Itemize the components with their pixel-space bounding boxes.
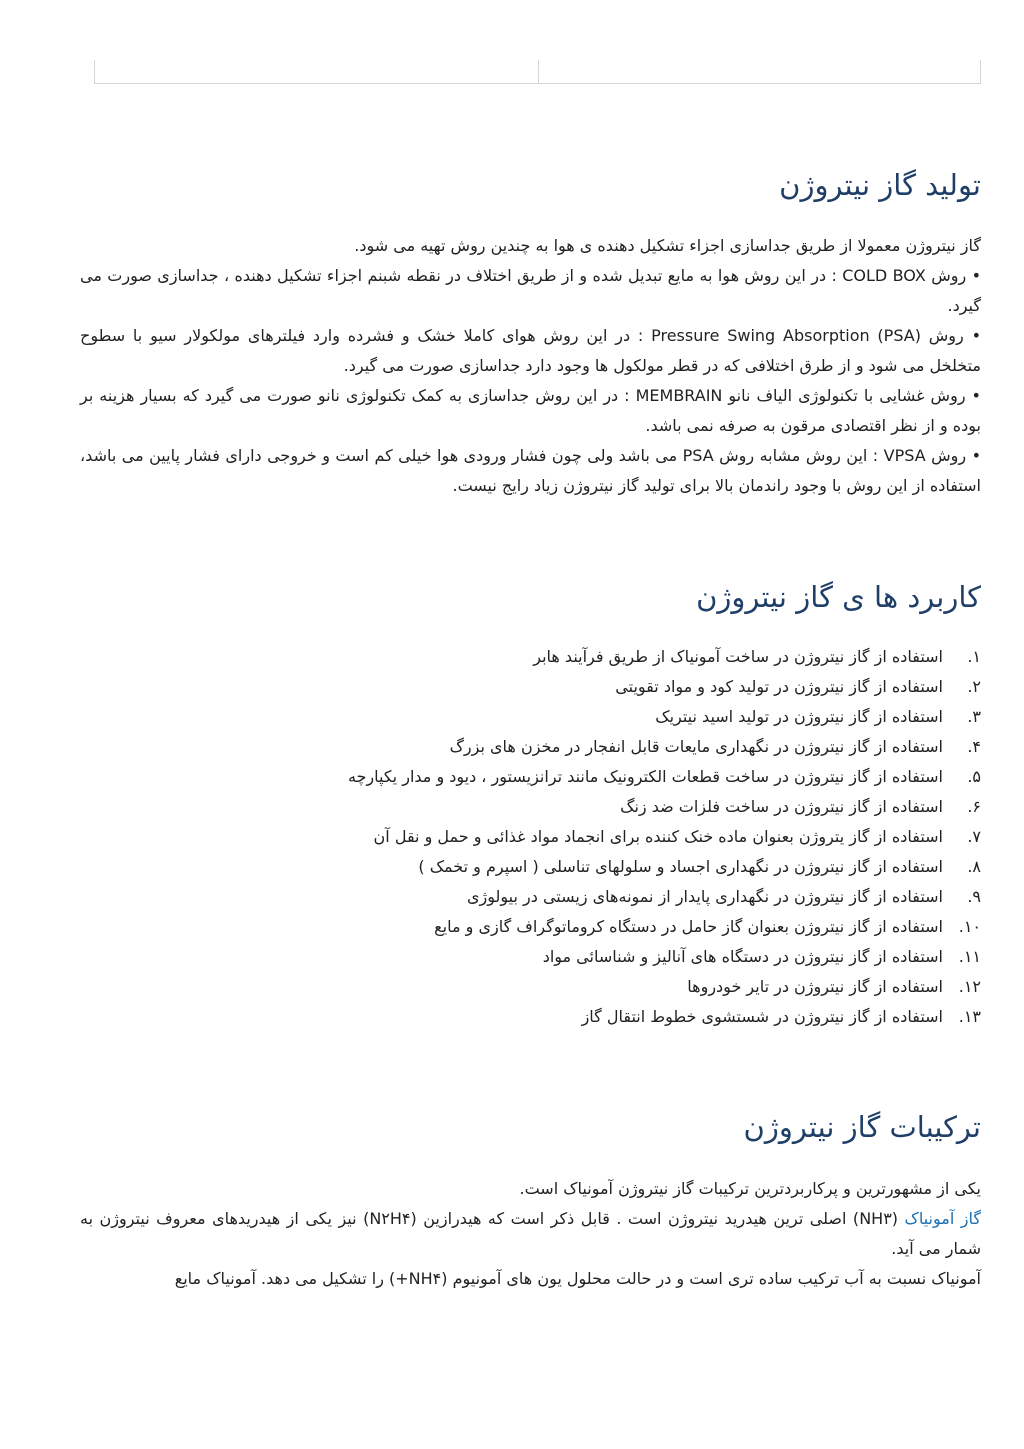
list-item-number: ۱۳. xyxy=(958,1007,981,1026)
list-item-text: استفاده از گاز نیتروژن در نگهداری مایعات قابل انفجار در مخزن های بزرگ xyxy=(449,737,943,756)
list-item-text: استفاده از گاز نیتروژن در شستشوی خطوط انتقال گاز xyxy=(581,1007,943,1026)
list-item-text: استفاده از گاز نیتروژن بعنوان گاز حامل در دستگاه کروماتوگراف گازی و مایع xyxy=(434,917,943,936)
list-item-number: ۴. xyxy=(967,737,981,756)
production-section xyxy=(80,231,981,501)
list-item-number: ۶. xyxy=(967,797,981,816)
heading-compounds: ترکیبات گاز نیتروژن xyxy=(743,1110,981,1144)
list-item-text: استفاده از گاز نیتروژن در ساخت قطعات الکترونیک مانند ترانزیستور ، دیود و مدار یکپارچه xyxy=(347,767,943,786)
list-item xyxy=(348,882,981,912)
ammonia-link[interactable]: گاز آمونیاک xyxy=(904,1209,982,1228)
list-item xyxy=(348,732,981,762)
list-item-text: استفاده از گاز نیتروژن در دستگاه های آنالیز و شناسائی مواد xyxy=(542,947,943,966)
list-item xyxy=(348,1002,981,1032)
list-item xyxy=(348,822,981,852)
table-column-divider xyxy=(538,60,539,84)
list-item-number: ۳. xyxy=(967,707,981,726)
list-item-number: ۵. xyxy=(967,767,981,786)
method-psa: • روش Pressure Swing Absorption (PSA) : در این روش هوای کاملا خشک و فشرده وارد فیلترهای مولکولار سیو با سطوح متخلخل می شود و از طرق اختلافی که در قطر مولکول ها وجود دارد جداسازی صورت می گیرد. xyxy=(80,326,982,375)
list-item xyxy=(348,672,981,702)
compounds-section xyxy=(80,1174,981,1294)
list-item-text: استفاده از گاز نیتروژن در ساخت فلزات ضد زنگ xyxy=(620,797,943,816)
list-item xyxy=(348,792,981,822)
list-item xyxy=(348,972,981,1002)
list-item-number: ۱. xyxy=(967,647,981,666)
list-item-text: استفاده از گاز نیتروژن در تولید کود و مواد تقویتی xyxy=(615,677,943,696)
compounds-intro: یکی از مشهورترین و پرکاربردترین ترکیبات گاز نیتروژن آمونیاک است. xyxy=(519,1179,981,1198)
compounds-ammonia-paragraph xyxy=(80,1204,981,1264)
list-item-number: ۱۰. xyxy=(958,917,981,936)
applications-list xyxy=(348,642,981,1032)
list-item xyxy=(348,642,981,672)
list-item-text: استفاده از گاز نیتروژن در تایر خودروها xyxy=(687,977,943,996)
list-item-number: ۲. xyxy=(967,677,981,696)
list-item-text: استفاده از گاز نیتروژن در تولید اسید نیتریک xyxy=(655,707,943,726)
method-vpsa: • روش VPSA : این روش مشابه روش PSA می باشد ولی چون فشار ورودی هوا خیلی کم است و خروجی دارای فشار پایین می باشد، استفاده از این روش با وجود راندمان بالا برای تولید گاز نیتروژن زیاد رایج نیست. xyxy=(80,446,982,495)
list-item xyxy=(348,762,981,792)
list-item-text: استفاده از گاز نیتروژن در نگهداری اجساد و سلولهای تناسلی ( اسپرم و تخمک ) xyxy=(418,857,943,876)
heading-production: تولید گاز نیتروژن xyxy=(779,168,981,202)
ammonia-paragraph-text: (NH۳) اصلی ترین هیدرید نیتروژن است . قابل ذکر است که هیدرازین (N۲H۴) نیز یکی از هیدریدهای معروف نیتروژن به شمار می آید. xyxy=(80,1209,981,1258)
list-item xyxy=(348,702,981,732)
method-membrane: • روش غشایی با تکنولوژی الیاف نانو MEMBRAIN : در این روش جداسازی به کمک تکنولوژی نانو صورت می گیرد که بسیار هزینه بر بوده و از نظر اقتصادی مرقون به صرفه نمی باشد. xyxy=(80,386,981,435)
table-remnant xyxy=(94,60,981,84)
list-item-number: ۱۱. xyxy=(958,947,981,966)
compounds-ammonium-paragraph: آمونیاک نسبت به آب ترکیب ساده تری است و در حالت محلول یون های آمونیوم (NH۴+) را تشکیل می دهد. آمونیاک مایع xyxy=(174,1269,981,1288)
list-item-text: استفاده از گاز نیتروژن در نگهداری پایدار از نمونه‌های زیستی در بیولوژی xyxy=(466,887,943,906)
method-cold-box: • روش COLD BOX : در این روش هوا به مایع تبدیل شده و از طریق اختلاف در نقطه شبنم اجزاء تشکیل دهنده ، جداسازی صورت می گیرد. xyxy=(80,266,982,315)
list-item-text: استفاده از گاز نیتروژن در ساخت آمونیاک از طریق فرآیند هابر xyxy=(533,647,943,666)
list-item xyxy=(348,942,981,972)
list-item-number: ۷. xyxy=(967,827,981,846)
list-item xyxy=(348,852,981,882)
heading-applications: کاربرد ها ی گاز نیتروژن xyxy=(696,580,981,614)
list-item-number: ۸. xyxy=(967,857,981,876)
list-item-number: ۹. xyxy=(967,887,981,906)
list-item-number: ۱۲. xyxy=(958,977,981,996)
list-item-text: استفاده از گاز یتروژن بعنوان ماده خنک کننده برای انجماد مواد غذائی و حمل و نقل آن xyxy=(373,827,943,846)
production-intro: گاز نیتروژن معمولا از طریق جداسازی اجزاء تشکیل دهنده ی هوا به چندین روش تهیه می شود. xyxy=(354,236,981,255)
list-item xyxy=(348,912,981,942)
